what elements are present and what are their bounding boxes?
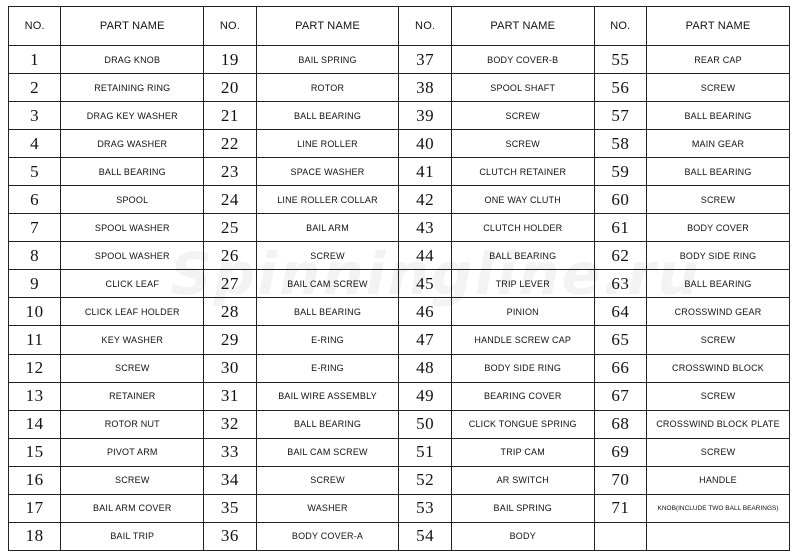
part-name: DRAG KEY WASHER: [61, 102, 204, 130]
part-name: DRAG WASHER: [61, 130, 204, 158]
part-number: 53: [399, 494, 451, 522]
part-number: 36: [204, 522, 256, 550]
table-row: [9, 214, 790, 242]
part-name: HANDLE: [647, 466, 790, 494]
part-name: BODY COVER-B: [451, 46, 594, 74]
part-name: SPOOL WASHER: [61, 242, 204, 270]
table-row: [9, 298, 790, 326]
part-name: CLUTCH RETAINER: [451, 158, 594, 186]
part-number: 42: [399, 186, 451, 214]
part-name: SPACE WASHER: [256, 158, 399, 186]
header-no: NO.: [399, 7, 451, 46]
part-number: 6: [9, 186, 61, 214]
header-no: NO.: [9, 7, 61, 46]
part-name: BODY COVER-A: [256, 522, 399, 550]
table-row: [9, 74, 790, 102]
table-row: [9, 466, 790, 494]
part-number: 31: [204, 382, 256, 410]
part-name: BALL BEARING: [647, 158, 790, 186]
part-number: 12: [9, 354, 61, 382]
part-name: SPOOL SHAFT: [451, 74, 594, 102]
part-number: 28: [204, 298, 256, 326]
part-number: 50: [399, 410, 451, 438]
part-name: SCREW: [647, 382, 790, 410]
part-name: E-RING: [256, 326, 399, 354]
part-name: RETAINING RING: [61, 74, 204, 102]
part-name: BALL BEARING: [256, 102, 399, 130]
part-name: PIVOT ARM: [61, 438, 204, 466]
empty-cell: [594, 522, 646, 550]
part-number: 52: [399, 466, 451, 494]
part-name: CROSSWIND BLOCK PLATE: [647, 410, 790, 438]
header-part-name: PART NAME: [647, 7, 790, 46]
part-name: SCREW: [647, 186, 790, 214]
part-number: 57: [594, 102, 646, 130]
part-name: SCREW: [61, 466, 204, 494]
part-number: 11: [9, 326, 61, 354]
part-number: 44: [399, 242, 451, 270]
part-name: CLICK LEAF: [61, 270, 204, 298]
part-number: 33: [204, 438, 256, 466]
part-number: 23: [204, 158, 256, 186]
parts-table-body: [9, 46, 790, 551]
part-number: 32: [204, 410, 256, 438]
part-name: SCREW: [256, 242, 399, 270]
part-number: 39: [399, 102, 451, 130]
part-name: SCREW: [647, 326, 790, 354]
part-number: 61: [594, 214, 646, 242]
part-number: 17: [9, 494, 61, 522]
part-number: 2: [9, 74, 61, 102]
part-name: BEARING COVER: [451, 382, 594, 410]
part-number: 7: [9, 214, 61, 242]
part-name: BALL BEARING: [256, 298, 399, 326]
part-name: CROSSWIND BLOCK: [647, 354, 790, 382]
part-name: SCREW: [451, 102, 594, 130]
table-row: [9, 354, 790, 382]
part-number: 34: [204, 466, 256, 494]
part-number: 3: [9, 102, 61, 130]
table-row: [9, 186, 790, 214]
part-number: 1: [9, 46, 61, 74]
part-name: TRIP LEVER: [451, 270, 594, 298]
part-name: SCREW: [451, 130, 594, 158]
part-number: 56: [594, 74, 646, 102]
table-row: [9, 158, 790, 186]
part-number: 43: [399, 214, 451, 242]
part-name: REAR CAP: [647, 46, 790, 74]
part-name: ROTOR: [256, 74, 399, 102]
part-name: RETAINER: [61, 382, 204, 410]
part-number: 27: [204, 270, 256, 298]
part-number: 38: [399, 74, 451, 102]
part-number: 70: [594, 466, 646, 494]
part-number: 48: [399, 354, 451, 382]
part-number: 18: [9, 522, 61, 550]
part-name: BAIL CAM SCREW: [256, 270, 399, 298]
part-number: 55: [594, 46, 646, 74]
part-name: PINION: [451, 298, 594, 326]
part-number: 5: [9, 158, 61, 186]
part-number: 67: [594, 382, 646, 410]
table-row: [9, 46, 790, 74]
part-name: BAIL WIRE ASSEMBLY: [256, 382, 399, 410]
part-number: 37: [399, 46, 451, 74]
part-number: 8: [9, 242, 61, 270]
part-number: 20: [204, 74, 256, 102]
part-number: 21: [204, 102, 256, 130]
part-number: 4: [9, 130, 61, 158]
part-number: 24: [204, 186, 256, 214]
part-number: 30: [204, 354, 256, 382]
part-name: BAIL ARM COVER: [61, 494, 204, 522]
part-name: BAIL SPRING: [451, 494, 594, 522]
part-number: 19: [204, 46, 256, 74]
part-number: 9: [9, 270, 61, 298]
part-number: 29: [204, 326, 256, 354]
part-number: 13: [9, 382, 61, 410]
part-number: 46: [399, 298, 451, 326]
part-name: KNOB(INCLUDE TWO BALL BEARINGS): [647, 494, 790, 522]
part-number: 26: [204, 242, 256, 270]
part-name: ROTOR NUT: [61, 410, 204, 438]
header-part-name: PART NAME: [451, 7, 594, 46]
part-number: 60: [594, 186, 646, 214]
table-row: [9, 522, 790, 550]
part-name: LINE ROLLER: [256, 130, 399, 158]
table-row: [9, 494, 790, 522]
empty-cell: [647, 522, 790, 550]
parts-list-sheet: [8, 6, 790, 551]
part-name: CLICK TONGUE SPRING: [451, 410, 594, 438]
part-number: 64: [594, 298, 646, 326]
table-row: [9, 438, 790, 466]
part-number: 71: [594, 494, 646, 522]
part-number: 69: [594, 438, 646, 466]
part-number: 25: [204, 214, 256, 242]
part-number: 68: [594, 410, 646, 438]
part-name: E-RING: [256, 354, 399, 382]
part-name: SCREW: [256, 466, 399, 494]
table-row: [9, 130, 790, 158]
part-name: BALL BEARING: [451, 242, 594, 270]
table-row: [9, 410, 790, 438]
part-name: CROSSWIND GEAR: [647, 298, 790, 326]
part-number: 63: [594, 270, 646, 298]
part-name: BAIL ARM: [256, 214, 399, 242]
part-name: BALL BEARING: [647, 270, 790, 298]
table-row: [9, 242, 790, 270]
part-number: 49: [399, 382, 451, 410]
part-name: BAIL SPRING: [256, 46, 399, 74]
part-name: HANDLE SCREW CAP: [451, 326, 594, 354]
header-part-name: PART NAME: [61, 7, 204, 46]
part-number: 10: [9, 298, 61, 326]
part-number: 16: [9, 466, 61, 494]
part-name: SPOOL: [61, 186, 204, 214]
part-name: BODY SIDE RING: [647, 242, 790, 270]
part-name: LINE ROLLER COLLAR: [256, 186, 399, 214]
part-name: KEY WASHER: [61, 326, 204, 354]
header-no: NO.: [204, 7, 256, 46]
header-part-name: PART NAME: [256, 7, 399, 46]
part-number: 45: [399, 270, 451, 298]
part-number: 59: [594, 158, 646, 186]
table-row: [9, 382, 790, 410]
table-row: [9, 326, 790, 354]
part-number: 35: [204, 494, 256, 522]
part-name: ONE WAY CLUTH: [451, 186, 594, 214]
part-number: 22: [204, 130, 256, 158]
part-number: 51: [399, 438, 451, 466]
header-no: NO.: [594, 7, 646, 46]
part-number: 47: [399, 326, 451, 354]
table-row: [9, 102, 790, 130]
part-number: 62: [594, 242, 646, 270]
part-name: BAIL CAM SCREW: [256, 438, 399, 466]
part-name: BALL BEARING: [61, 158, 204, 186]
part-name: DRAG KNOB: [61, 46, 204, 74]
part-number: 65: [594, 326, 646, 354]
part-name: SCREW: [647, 74, 790, 102]
part-number: 54: [399, 522, 451, 550]
part-name: SCREW: [647, 438, 790, 466]
part-name: SCREW: [61, 354, 204, 382]
part-name: BODY COVER: [647, 214, 790, 242]
part-name: BAIL TRIP: [61, 522, 204, 550]
part-number: 40: [399, 130, 451, 158]
part-name: WASHER: [256, 494, 399, 522]
part-name: BODY: [451, 522, 594, 550]
part-name: MAIN GEAR: [647, 130, 790, 158]
parts-table: [8, 6, 790, 551]
part-number: 15: [9, 438, 61, 466]
part-number: 14: [9, 410, 61, 438]
table-header-row: [9, 7, 790, 46]
part-number: 41: [399, 158, 451, 186]
part-name: BALL BEARING: [256, 410, 399, 438]
table-row: [9, 270, 790, 298]
part-number: 66: [594, 354, 646, 382]
part-name: AR SWITCH: [451, 466, 594, 494]
part-name: CLUTCH HOLDER: [451, 214, 594, 242]
part-name: TRIP CAM: [451, 438, 594, 466]
part-name: BODY SIDE RING: [451, 354, 594, 382]
part-name: CLICK LEAF HOLDER: [61, 298, 204, 326]
part-name: SPOOL WASHER: [61, 214, 204, 242]
part-number: 58: [594, 130, 646, 158]
part-name: BALL BEARING: [647, 102, 790, 130]
